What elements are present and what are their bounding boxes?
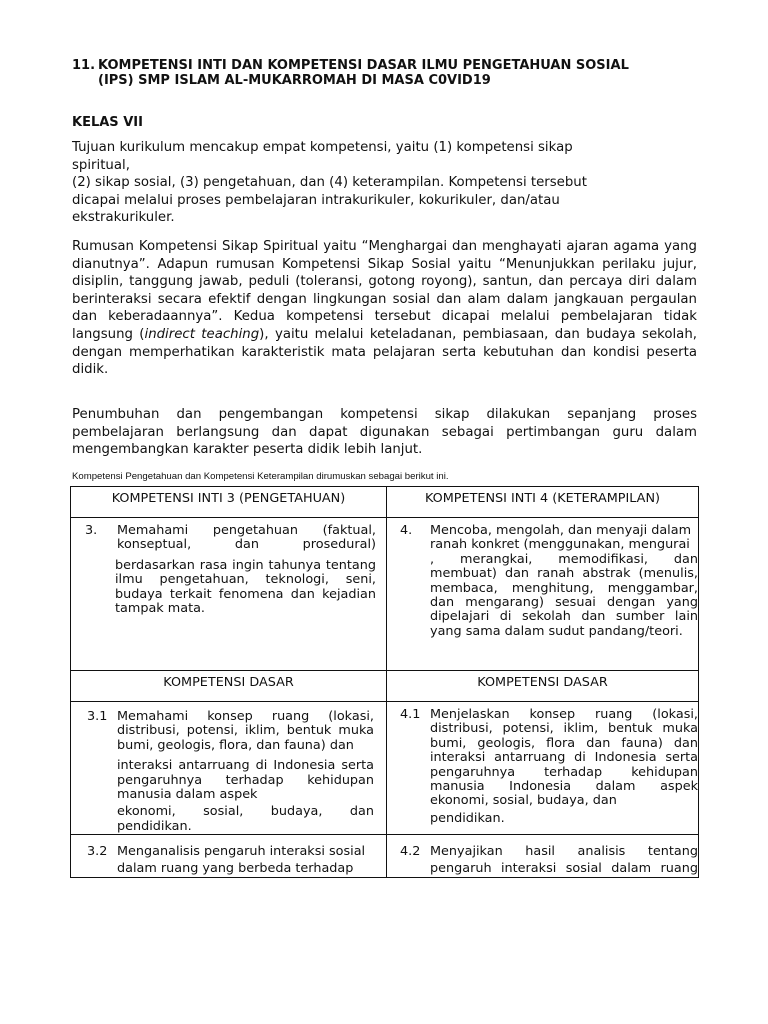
penumbuhan-text: Penumbuhan dan pengembangan kompetensi sikap dilakukan sepanjang proses pembelajaran berlangsung dan dapat digunakan sebagai pertimbangan guru dalam mengembangkan karakter peserta didik lebih lanjut. (72, 407, 697, 458)
intro-line-3: (2) sikap sosial, (3) pengetahuan, dan (4) keterampilan. Kompetensi tersebut (72, 175, 587, 191)
table-row (71, 518, 699, 671)
kd41-number: 4.1 (400, 707, 421, 722)
intro-line-2: spiritual, (72, 157, 130, 173)
ki3-number: 3. (85, 523, 98, 538)
kd31-text-3: ekonomi, sosial, budaya, dan pendidikan. (117, 804, 374, 834)
kd31-text-2: interaksi antarruang di Indonesia serta pengaruhnya terhadap kehidupan manusia dalam aspek (117, 758, 374, 803)
section-title-line-2: (IPS) SMP ISLAM AL-MUKARROMAH DI MASA C0VID19 (98, 73, 491, 88)
ki3-text-1: Memahami pengetahuan (faktual, konseptual, dan prosedural) (117, 523, 376, 553)
kd-header-left: KOMPETENSI DASAR (163, 675, 294, 690)
kd31-number: 3.1 (87, 709, 108, 724)
table-row (71, 835, 699, 878)
rumusan-italic-term: indirect teaching (144, 326, 260, 342)
kd32-text: Menganalisis pengaruh interaksi sosial dalam ruang yang berbeda terhadap (117, 844, 366, 877)
table-caption: Kompetensi Pengetahuan dan Kompetensi Keterampilan dirumuskan sebagai berikut ini. (72, 471, 449, 482)
section-number: 11. (72, 58, 96, 73)
ki3-cell (71, 518, 387, 671)
penumbuhan-paragraph (72, 406, 697, 459)
ki4-number: 4. (400, 523, 413, 538)
ki3-text-2: berdasarkan rasa ingin tahunya tentang ilmu pengetahuan, teknologi, seni, budaya terkait fenomena dan kejadian tampak mata. (115, 557, 376, 617)
ki3-header-cell (71, 487, 387, 518)
ki4-header-cell (387, 487, 699, 518)
rumusan-paragraph (72, 238, 697, 379)
intro-paragraph (72, 139, 697, 227)
kd-header-right: KOMPETENSI DASAR (477, 675, 608, 690)
ki4-text-2: , merangkai, memodifikasi, dan membuat) dan ranah abstrak (menulis, membaca, menghitung, menggambar, dan mengarang) sesuai dengan yang dipelajari di sekolah dan sumber lain yang sama dalam sudut pandang/teori. (430, 551, 698, 639)
intro-line-4: dicapai melalui proses pembelajaran intrakurikuler, kokurikuler, dan/atau (72, 192, 560, 208)
kd41-cell (387, 702, 699, 835)
kd42-number: 4.2 (400, 844, 421, 860)
competency-table (70, 486, 699, 878)
intro-line-1: Tujuan kurikulum mencakup empat kompetensi, yaitu (1) kompetensi sikap (72, 140, 573, 155)
ki4-cell (387, 518, 699, 671)
class-label: KELAS VII (72, 115, 143, 130)
kd41-text-2: pendidikan. (430, 810, 505, 826)
rumusan-text-b: ), yaitu melalui keteladanan, pembiasaan, dan budaya sekolah, dengan memperhatikan karakteristik mata pelajaran serta kebutuhan dan kondisi peserta didik. (72, 326, 697, 378)
ki4-text-1: Mencoba, mengolah, dan menyaji dalam ranah konkret (menggunakan, mengurai (430, 523, 692, 553)
table-header-row (71, 487, 699, 518)
kd42-cell (387, 835, 699, 878)
table-row (71, 702, 699, 835)
kd-header-right-cell (387, 671, 699, 702)
kd-header-left-cell (71, 671, 387, 702)
intro-line-5: ekstrakurikuler. (72, 210, 175, 226)
ki4-header: KOMPETENSI INTI 4 (KETERAMPILAN) (424, 491, 661, 506)
kd31-text-1: Memahami konsep ruang (lokasi, distribusi, potensi, iklim, bentuk muka bumi, geologis, flora, dan fauna) dan (117, 709, 374, 753)
rumusan-text-a: Rumusan Kompetensi Sikap Spiritual yaitu “Menghargai dan menghayati ajaran agama yang dianutnya”. Adapun rumusan Kompetensi Sikap Sosial yaitu “Menunjukkan perilaku jujur, disiplin, tanggung jawab, peduli (toleransi, gotong royong), santun, dan percaya diri dalam berinteraksi secara efektif dengan lingkungan sosial dan alam dalam jangkauan pergaulan dan keberadaannya”. Kedua kompetensi tersebut dicapai melalui pembelajaran tidak langsung ( (72, 239, 697, 342)
kd32-cell (71, 835, 387, 878)
kd31-cell (71, 702, 387, 835)
ki3-header: KOMPETENSI INTI 3 (PENGETAHUAN) (111, 491, 346, 506)
kd-header-row (71, 671, 699, 702)
kd42-text: Menyajikan hasil analisis tentang pengaruh interaksi sosial dalam ruang (430, 844, 698, 877)
kd32-number: 3.2 (87, 844, 108, 860)
section-title (98, 58, 698, 88)
kd41-text-1: Menjelaskan konsep ruang (lokasi, distribusi, potensi, iklim, bentuk muka bumi, geologis, flora dan fauna) dan interaksi antarruang di Indonesia serta pengaruhnya terhadap kehidupan manusia Indonesia dalam aspek ekonomi, sosial, budaya, dan (430, 707, 698, 809)
section-title-line-1: KOMPETENSI INTI DAN KOMPETENSI DASAR ILMU PENGETAHUAN SOSIAL (98, 58, 629, 73)
